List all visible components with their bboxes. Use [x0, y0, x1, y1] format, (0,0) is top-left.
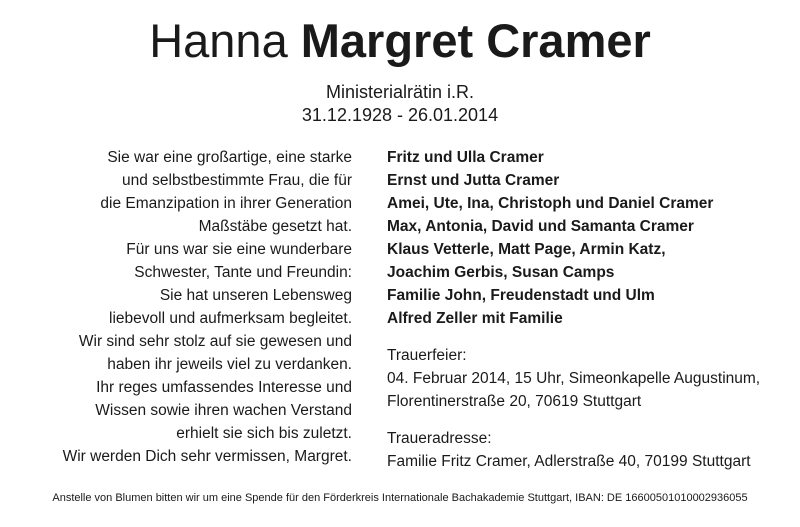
mourners-list	[387, 146, 792, 330]
tribute-line: Maßstäbe gesetzt hat.	[198, 218, 352, 235]
funeral-time-place: 04. Februar 2014, 15 Uhr, Simeonkapelle Augustinum,	[387, 370, 761, 387]
mourner-entry: Klaus Vetterle, Matt Page, Armin Katz,	[387, 241, 666, 258]
mourner-entry: Familie John, Freudenstadt und Ulm	[387, 287, 655, 304]
tribute-line: Sie hat unseren Lebensweg	[159, 287, 352, 304]
tribute-line: Für uns war sie eine wunderbare	[126, 241, 352, 258]
funeral-label: Trauerfeier:	[387, 347, 467, 364]
tribute-line: Schwester, Tante und Freundin:	[134, 264, 352, 281]
tribute-line: Wir sind sehr stolz auf sie gewesen und	[78, 333, 352, 350]
last-name: Margret Cramer	[300, 14, 651, 67]
tribute-line: erhielt sie sich bis zuletzt.	[176, 425, 352, 442]
mourner-entry: Alfred Zeller mit Familie	[387, 310, 563, 327]
condolence-address	[387, 427, 792, 473]
tribute-line: liebevoll und aufmerksam begleitet.	[109, 310, 352, 327]
condolence-address-line: Familie Fritz Cramer, Adlerstraße 40, 70199 Stuttgart	[387, 453, 751, 470]
tribute-line: Wissen sowie ihren wachen Verstand	[95, 402, 352, 419]
mourner-entry: Amei, Ute, Ina, Christoph und Daniel Cramer	[387, 195, 714, 212]
first-name: Hanna	[149, 14, 288, 67]
mourner-entry: Joachim Gerbis, Susan Camps	[387, 264, 615, 281]
deceased-name	[0, 10, 800, 72]
funeral-info	[387, 344, 792, 413]
tribute-line: haben ihr jeweils viel zu verdanken.	[107, 356, 352, 373]
funeral-address: Florentinerstraße 20, 70619 Stuttgart	[387, 393, 642, 410]
professional-title: Ministerialrätin i.R.	[325, 82, 475, 102]
mourner-entry: Fritz und Ulla Cramer	[387, 149, 544, 166]
tribute-line: Wir werden Dich sehr vermissen, Margret.	[62, 448, 352, 465]
tribute-line: die Emanzipation in ihrer Generation	[100, 195, 352, 212]
info-column	[387, 146, 792, 473]
condolence-label: Traueradresse:	[387, 430, 492, 447]
life-dates: 31.12.1928 - 26.01.2014	[301, 105, 499, 125]
tribute-line: und selbstbestimmte Frau, die für	[121, 172, 352, 189]
tribute-line: Sie war eine großartige, eine starke	[107, 149, 352, 166]
donation-note: Anstelle von Blumen bitten wir um eine Spende für den Förderkreis Internationale Bachakademie Stuttgart, IBAN: DE 16600501010002936055	[52, 492, 748, 504]
mourner-entry: Max, Antonia, David und Samanta Cramer	[387, 218, 694, 235]
mourner-entry: Ernst und Jutta Cramer	[387, 172, 560, 189]
tribute-line: Ihr reges umfassendes Interesse und	[96, 379, 352, 396]
tribute-text	[63, 146, 352, 468]
